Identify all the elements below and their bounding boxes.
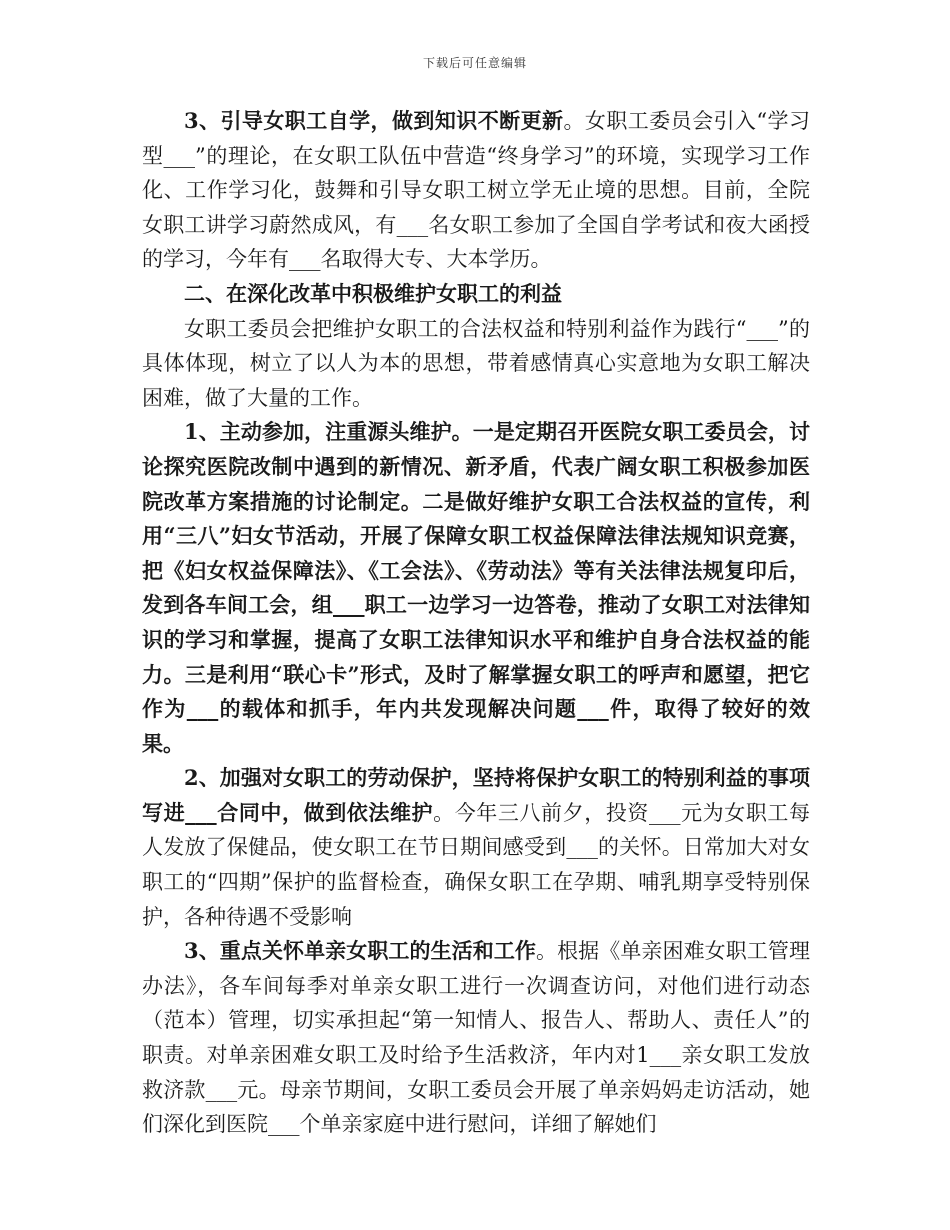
- document-body: [142, 100, 810, 1142]
- paragraph-lead: 2、加强对女职工的劳动保护，坚持将保护女职工的特别利益的事项写进___合同中，做到依法维护: [142, 765, 810, 825]
- section-heading: 二、在深化改革中积极维护女职工的利益: [184, 280, 562, 306]
- paragraph-active-participation: 1、主动参加，注重源头维护。一是定期召开医院女职工委员会，讨论探究医院改制中遇到的新情况、新矛盾，代表广阔女职工积极参加医院改革方案措施的讨论制定。二是做好维护女职工合法权益的宣传，利用“三八”妇女节活动，开展了保障女职工权益保障法律法规知识竞赛，把《妇女权益保障法》、《工会法》、《劳动法》等有关法律法规复印后，发到各车间工会，组___职工一边学习一边答卷，推动了女职工对法律知识的学习和掌握，提高了女职工法律知识水平和维护自身合法权益的能力。三是利用“联心卡”形式，及时了解掌握女职工的呼声和愿望，把它作为___的载体和抓手，年内共发现解决问题___件，取得了较好的效果。: [142, 419, 810, 756]
- paragraph-lead: 3、引导女职工自学，做到知识不断更新: [184, 108, 564, 133]
- paragraph-self-study: [142, 104, 810, 277]
- paragraph-body: 。今年三八前夕，投资___元为女职工每人发放了保健品，使女职工在节日期间感受到___的关怀。日常加大对女职工的“四期”保护的监督检查，确保女职工在孕期、哺乳期享受特别保护，各种待遇不受影响: [142, 800, 811, 929]
- paragraph-single-parent-care: [142, 934, 810, 1142]
- paragraph-body: 。根据《单亲困难女职工管理办法》，各车间每季对单亲女职工进行一次调查访问，对他们进行动态（范本）管理，切实承担起“第一知情人、报告人、帮助人、责任人”的职责。对单亲困难女职工及时给予生活救济，年内对1___亲女职工发放救济款___元。母亲节期间，女职工委员会开展了单亲妈妈走访活动，她们深化到医院___个单亲家庭中进行慰问，详细了解她们: [142, 939, 810, 1137]
- paragraph-body: 。女职工委员会引入“学习型___”的理论，在女职工队伍中营造“终身学习”的环境，实现学习工作化、工作学习化，鼓舞和引导女职工树立学无止境的思想。目前，全院女职工讲学习蔚然成风，有___名女职工参加了全国自学考试和夜大函授的学习，今年有___名取得大专、大本学历。: [142, 109, 810, 272]
- paragraph-labor-protection: [142, 761, 810, 934]
- paragraph-intro: 女职工委员会把维护女职工的合法权益和特别利益作为践行“___”的具体体现，树立了以人为本的思想，带着感情真心实意地为女职工解决困难，做了大量的工作。: [142, 316, 810, 410]
- paragraph-lead: 3、重点关怀单亲女职工的生活和工作: [184, 938, 537, 964]
- page-header-note: 下载后可任意编辑: [422, 56, 527, 70]
